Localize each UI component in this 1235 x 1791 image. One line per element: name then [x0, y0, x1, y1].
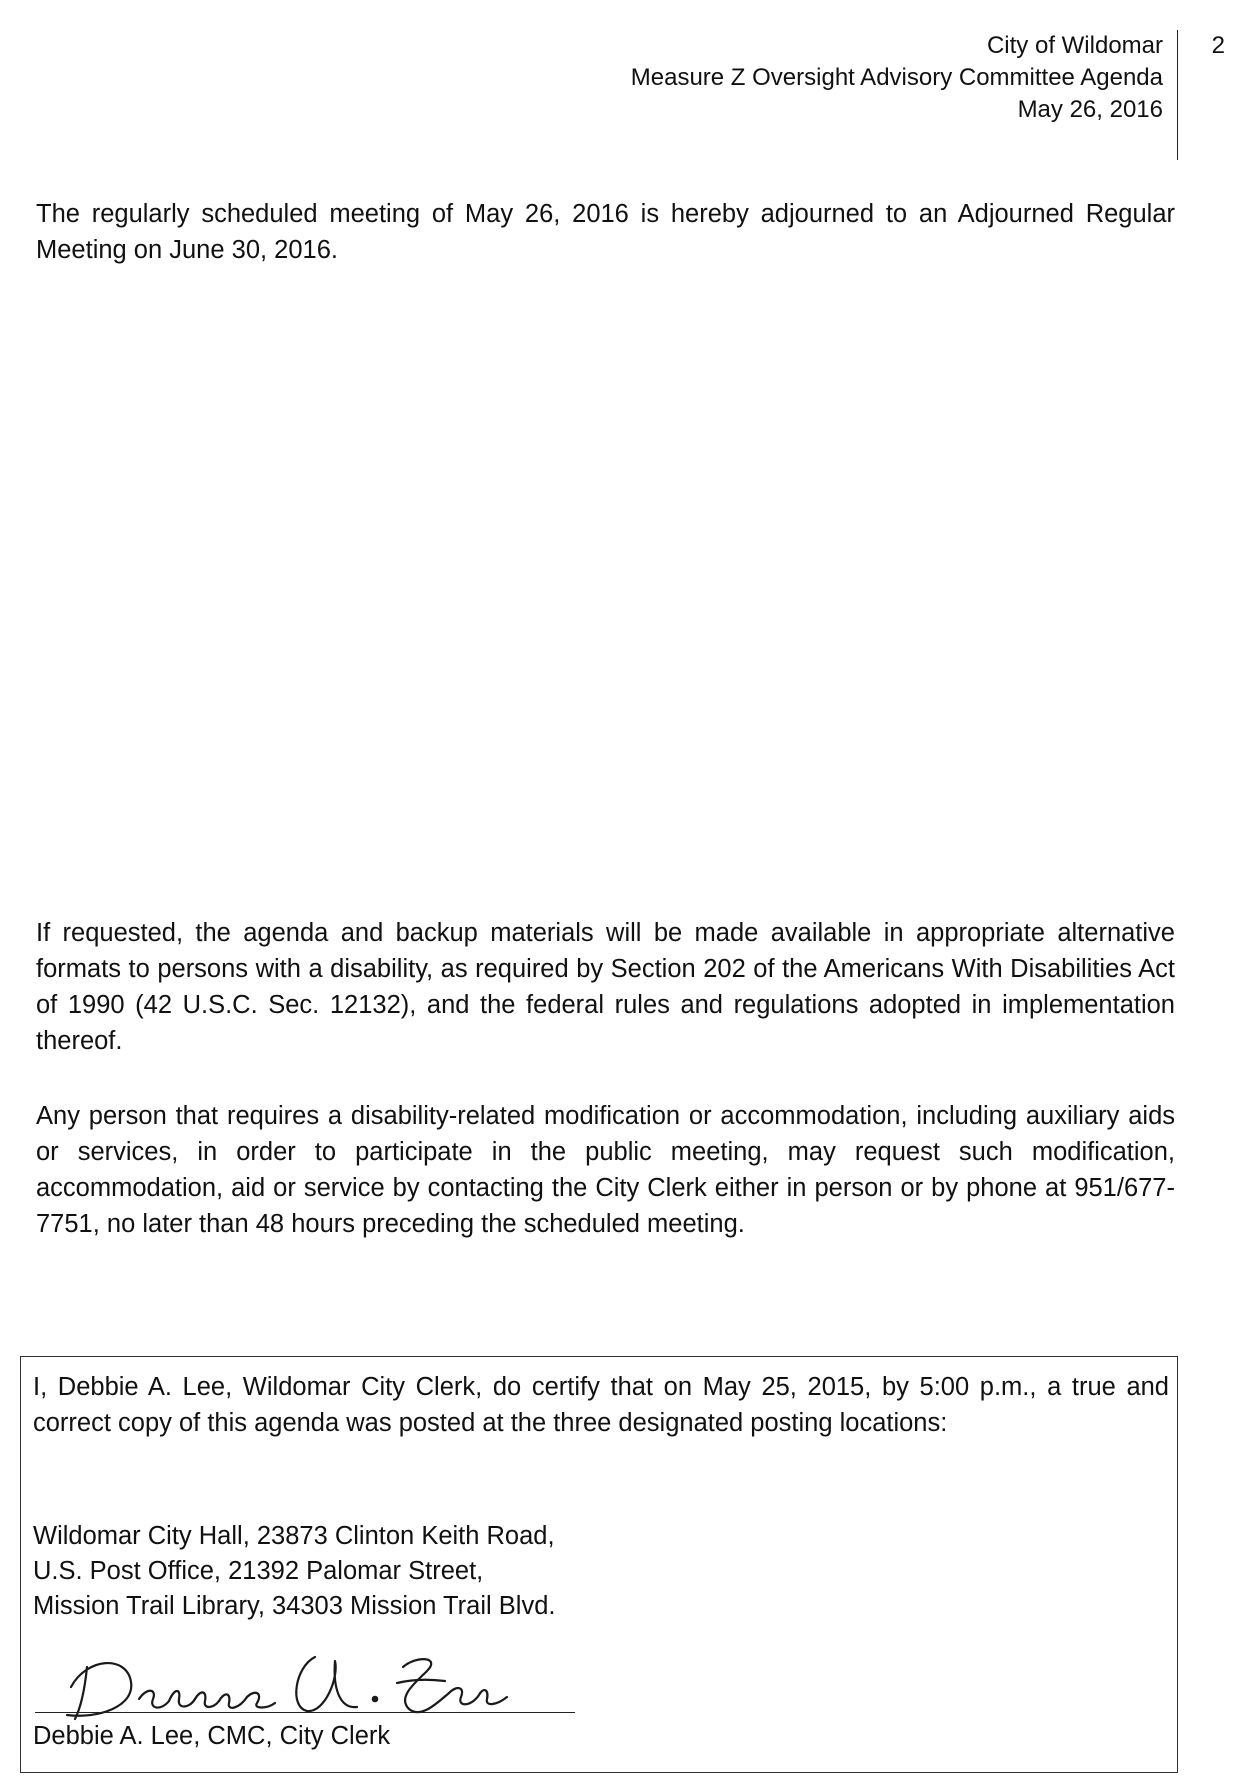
certification-statement: I, Debbie A. Lee, Wildomar City Clerk, do certify that on May 25, 2015, by 5:00 p.m., a true and correct copy of this agenda was posted at the three designated posting locations:: [33, 1373, 1169, 1437]
accommodation-paragraph: Any person that requires a disability-related modification or accommodation, including auxiliary aids or services, in order to participate in the public meeting, may request such modification, accommodation, aid or service by contacting the City Clerk either in person or by phone at 951/677-7751, no later than 48 hours preceding the scheduled meeting.: [36, 1102, 1175, 1238]
location-item: Wildomar City Hall, 23873 Clinton Keith Road,: [33, 1522, 555, 1550]
header-city: City of Wildomar: [986, 32, 1163, 59]
header-date: May 26, 2016: [1017, 96, 1163, 123]
location-item: Mission Trail Library, 34303 Mission Trail Blvd.: [33, 1592, 556, 1620]
signature-line: [35, 1712, 575, 1713]
page-header: [631, 30, 1178, 160]
ada-notice-paragraph: If requested, the agenda and backup materials will be made available in appropriate alternative formats to persons with a disability, as required by Section 202 of the Americans With Disabilities Act of 1990 (42 U.S.C. Sec. 12132), and the federal rules and regulations adopted in implementation thereof.: [36, 919, 1175, 1055]
page-number: 2: [1211, 32, 1225, 59]
location-item: U.S. Post Office, 21392 Palomar Street,: [33, 1557, 484, 1585]
header-committee: Measure Z Oversight Advisory Committee Agenda: [630, 64, 1163, 91]
certification-box: [20, 1356, 1178, 1773]
posting-locations: [33, 1519, 1033, 1624]
adjournment-paragraph: The regularly scheduled meeting of May 26, 2016 is hereby adjourned to an Adjourned Regular Meeting on June 30, 2016.: [36, 200, 1175, 264]
signer-name: Debbie A. Lee, CMC, City Clerk: [33, 1722, 391, 1750]
